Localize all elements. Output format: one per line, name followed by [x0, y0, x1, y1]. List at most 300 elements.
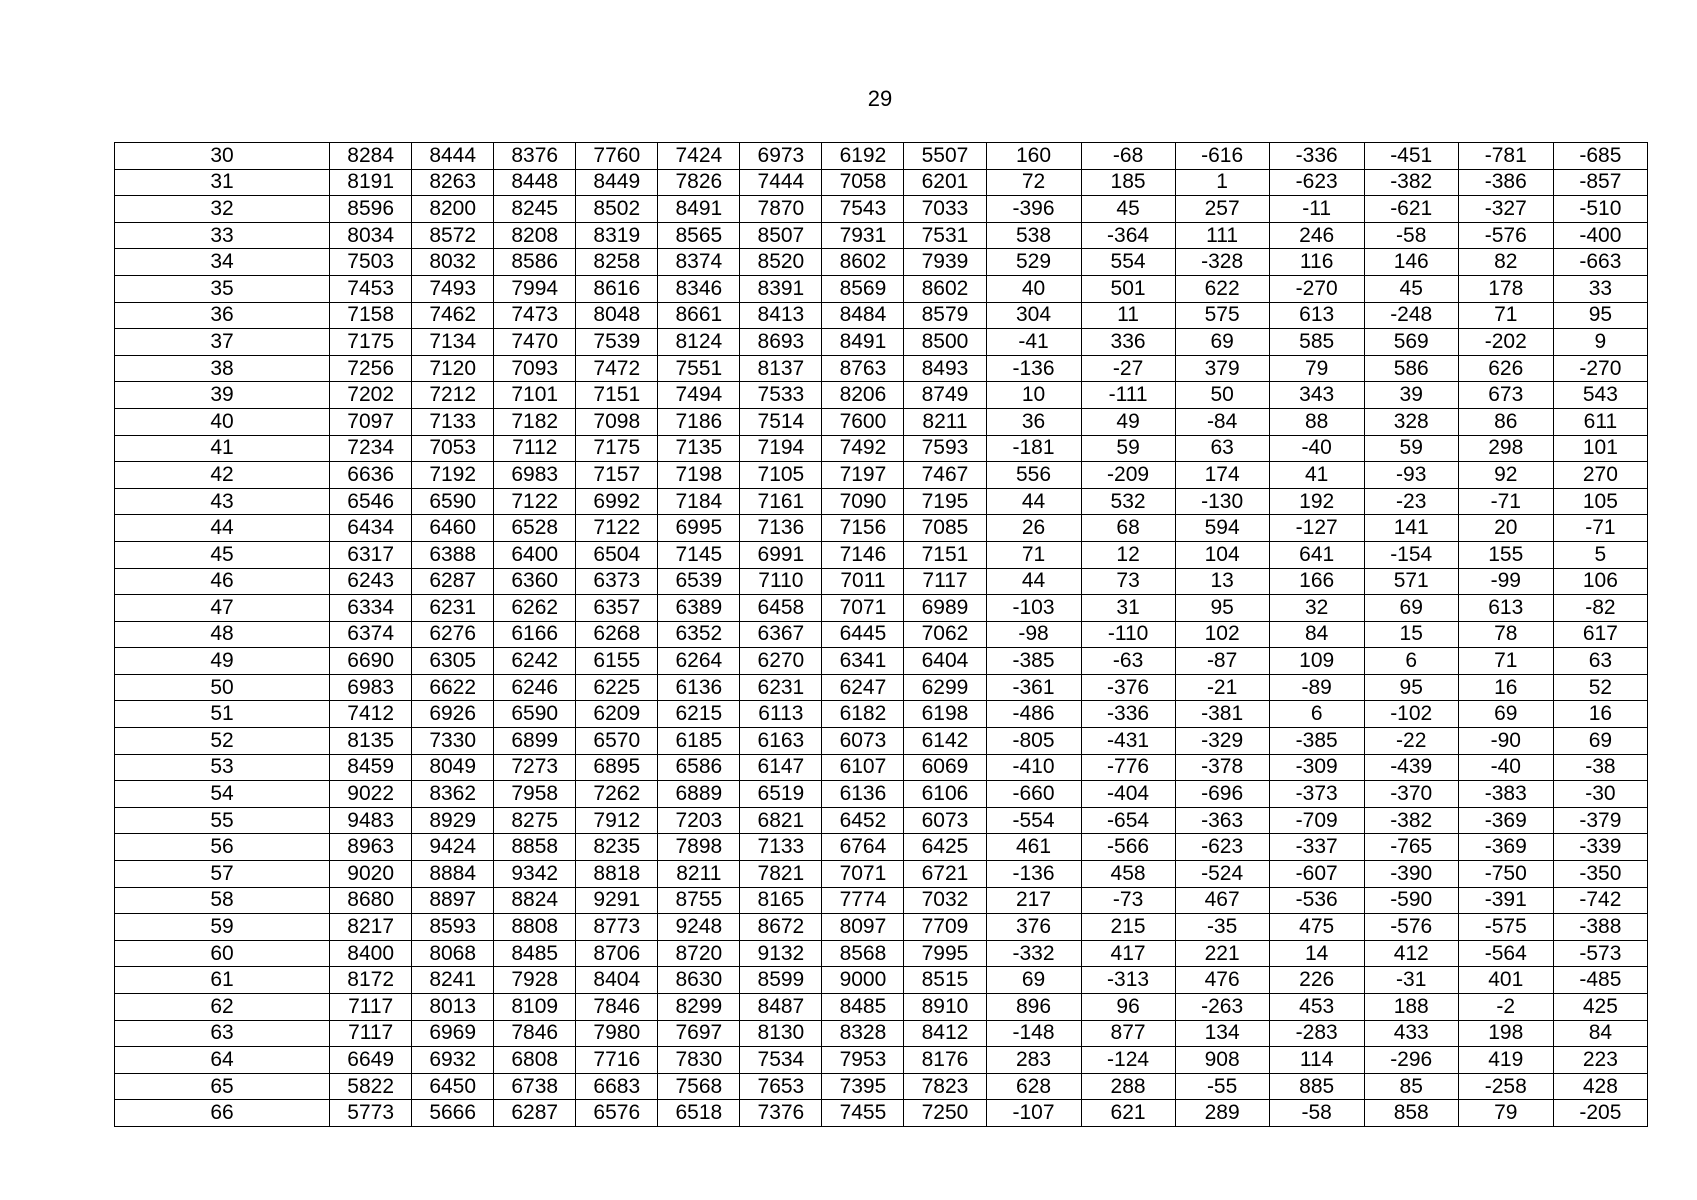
table-row: [115, 462, 1648, 489]
table-cell: 8484: [822, 302, 904, 329]
table-cell: -383: [1458, 781, 1553, 808]
table-cell: 6528: [494, 515, 576, 542]
table-row: [115, 754, 1648, 781]
table-cell: 8124: [658, 329, 740, 356]
table-cell: 8362: [412, 781, 494, 808]
table-cell: 217: [986, 887, 1081, 914]
table-cell: 7157: [576, 462, 658, 489]
table-cell: 7995: [904, 940, 986, 967]
table-cell: -376: [1081, 674, 1175, 701]
table-cell: 8858: [494, 834, 576, 861]
table-cell: -566: [1081, 834, 1175, 861]
table-cell: 8755: [658, 887, 740, 914]
row-index-cell: 51: [115, 701, 330, 728]
table-row: [115, 408, 1648, 435]
table-cell: 101: [1553, 435, 1647, 462]
row-index-cell: 33: [115, 222, 330, 249]
table-cell: 6360: [494, 568, 576, 595]
table-cell: 49: [1081, 408, 1175, 435]
table-cell: 7273: [494, 754, 576, 781]
table-cell: 7234: [330, 435, 412, 462]
table-cell: 20: [1458, 515, 1553, 542]
table-cell: 71: [1458, 302, 1553, 329]
table-cell: 433: [1364, 1020, 1458, 1047]
table-cell: 425: [1553, 994, 1647, 1021]
table-cell: 6458: [740, 595, 822, 622]
table-cell: 7195: [904, 488, 986, 515]
table-cell: 7011: [822, 568, 904, 595]
table-cell: 6136: [822, 781, 904, 808]
table-cell: 6247: [822, 674, 904, 701]
table-cell: 7117: [904, 568, 986, 595]
table-cell: 896: [986, 994, 1081, 1021]
table-cell: -776: [1081, 754, 1175, 781]
table-row: [115, 1020, 1648, 1047]
table-cell: 9483: [330, 807, 412, 834]
table-cell: -336: [1269, 143, 1364, 170]
table-cell: 8808: [494, 914, 576, 941]
table-cell: -22: [1364, 728, 1458, 755]
table-row: [115, 382, 1648, 409]
table-cell: 7151: [904, 541, 986, 568]
table-cell: 556: [986, 462, 1081, 489]
table-cell: -58: [1364, 222, 1458, 249]
table-cell: 626: [1458, 355, 1553, 382]
table-cell: 79: [1269, 355, 1364, 382]
table-cell: 8319: [576, 222, 658, 249]
table-cell: 92: [1458, 462, 1553, 489]
table-row: [115, 595, 1648, 622]
table-cell: -248: [1364, 302, 1458, 329]
table-cell: -385: [986, 648, 1081, 675]
table-cell: -336: [1081, 701, 1175, 728]
row-index-cell: 57: [115, 861, 330, 888]
table-cell: 8208: [494, 222, 576, 249]
table-row: [115, 541, 1648, 568]
row-index-cell: 59: [115, 914, 330, 941]
table-cell: 7503: [330, 249, 412, 276]
table-cell: 33: [1553, 275, 1647, 302]
table-cell: 7182: [494, 408, 576, 435]
table-cell: 8206: [822, 382, 904, 409]
table-cell: 6246: [494, 674, 576, 701]
table-row: [115, 488, 1648, 515]
table-row: [115, 940, 1648, 967]
table-cell: 571: [1364, 568, 1458, 595]
table-cell: 14: [1269, 940, 1364, 967]
table-cell: 641: [1269, 541, 1364, 568]
table-cell: 95: [1175, 595, 1269, 622]
table-cell: -765: [1364, 834, 1458, 861]
row-index-cell: 44: [115, 515, 330, 542]
table-cell: 7931: [822, 222, 904, 249]
row-index-cell: 47: [115, 595, 330, 622]
table-cell: 6518: [658, 1100, 740, 1127]
table-cell: 7256: [330, 355, 412, 382]
table-cell: 304: [986, 302, 1081, 329]
table-cell: -510: [1553, 196, 1647, 223]
table-cell: 453: [1269, 994, 1364, 1021]
table-cell: -205: [1553, 1100, 1647, 1127]
table-cell: 6276: [412, 621, 494, 648]
table-cell: 7494: [658, 382, 740, 409]
table-cell: 8520: [740, 249, 822, 276]
table-body: [115, 143, 1648, 1127]
table-cell: 88: [1269, 408, 1364, 435]
table-cell: -98: [986, 621, 1081, 648]
table-row: [115, 355, 1648, 382]
table-cell: 7593: [904, 435, 986, 462]
table-cell: 8299: [658, 994, 740, 1021]
table-cell: 9424: [412, 834, 494, 861]
table-cell: 45: [1364, 275, 1458, 302]
table-cell: -524: [1175, 861, 1269, 888]
table-cell: 9291: [576, 887, 658, 914]
table-cell: 8200: [412, 196, 494, 223]
table-cell: 39: [1364, 382, 1458, 409]
table-cell: 7093: [494, 355, 576, 382]
table-row: [115, 275, 1648, 302]
table-cell: 586: [1364, 355, 1458, 382]
table-cell: -84: [1175, 408, 1269, 435]
table-cell: 7898: [658, 834, 740, 861]
table-cell: 8374: [658, 249, 740, 276]
table-cell: -857: [1553, 169, 1647, 196]
row-index-cell: 56: [115, 834, 330, 861]
table-cell: 7473: [494, 302, 576, 329]
table-cell: -396: [986, 196, 1081, 223]
table-cell: 36: [986, 408, 1081, 435]
table-cell: 73: [1081, 568, 1175, 595]
table-row: [115, 914, 1648, 941]
table-cell: 8500: [904, 329, 986, 356]
table-cell: 8346: [658, 275, 740, 302]
table-cell: -388: [1553, 914, 1647, 941]
table-cell: 8586: [494, 249, 576, 276]
table-cell: 6504: [576, 541, 658, 568]
table-cell: -781: [1458, 143, 1553, 170]
table-cell: 44: [986, 568, 1081, 595]
table-cell: 8672: [740, 914, 822, 941]
table-cell: 223: [1553, 1047, 1647, 1074]
table-cell: 7032: [904, 887, 986, 914]
table-cell: 8263: [412, 169, 494, 196]
table-cell: 6264: [658, 648, 740, 675]
table-cell: 529: [986, 249, 1081, 276]
table-cell: 7330: [412, 728, 494, 755]
table-cell: 885: [1269, 1073, 1364, 1100]
table-row: [115, 994, 1648, 1021]
table-cell: 8485: [494, 940, 576, 967]
table-cell: 6341: [822, 648, 904, 675]
table-cell: 6738: [494, 1073, 576, 1100]
table-cell: 6225: [576, 674, 658, 701]
table-cell: 7716: [576, 1047, 658, 1074]
row-index-cell: 55: [115, 807, 330, 834]
table-cell: -202: [1458, 329, 1553, 356]
table-cell: 8376: [494, 143, 576, 170]
table-cell: -391: [1458, 887, 1553, 914]
table-cell: 7551: [658, 355, 740, 382]
table-cell: 9000: [822, 967, 904, 994]
table-cell: 8172: [330, 967, 412, 994]
table-cell: 6106: [904, 781, 986, 808]
table-cell: 8284: [330, 143, 412, 170]
table-cell: 68: [1081, 515, 1175, 542]
table-cell: 622: [1175, 275, 1269, 302]
table-cell: -89: [1269, 674, 1364, 701]
table-cell: -390: [1364, 861, 1458, 888]
table-cell: 7175: [330, 329, 412, 356]
table-cell: 7133: [740, 834, 822, 861]
table-cell: 6198: [904, 701, 986, 728]
table-cell: 7376: [740, 1100, 822, 1127]
table-cell: 7912: [576, 807, 658, 834]
table-cell: 9248: [658, 914, 740, 941]
table-cell: 611: [1553, 408, 1647, 435]
table-cell: -369: [1458, 807, 1553, 834]
table-cell: 8602: [822, 249, 904, 276]
table-cell: 476: [1175, 967, 1269, 994]
table-cell: -573: [1553, 940, 1647, 967]
table-cell: -805: [986, 728, 1081, 755]
table-cell: -263: [1175, 994, 1269, 1021]
table-cell: -283: [1269, 1020, 1364, 1047]
table-cell: 6299: [904, 674, 986, 701]
table-cell: 9020: [330, 861, 412, 888]
table-cell: -696: [1175, 781, 1269, 808]
table-cell: 8602: [904, 275, 986, 302]
table-cell: 6926: [412, 701, 494, 728]
table-cell: 8599: [740, 967, 822, 994]
table-cell: 8749: [904, 382, 986, 409]
table-cell: 8763: [822, 355, 904, 382]
table-cell: 8176: [904, 1047, 986, 1074]
table-cell: 858: [1364, 1100, 1458, 1127]
page-number: 29: [867, 86, 893, 111]
table-cell: 1: [1175, 169, 1269, 196]
table-cell: 7444: [740, 169, 822, 196]
table-cell: 8569: [822, 275, 904, 302]
table-cell: 8048: [576, 302, 658, 329]
table-cell: -451: [1364, 143, 1458, 170]
table-cell: -58: [1269, 1100, 1364, 1127]
table-cell: 71: [986, 541, 1081, 568]
table-cell: -332: [986, 940, 1081, 967]
table-cell: 8720: [658, 940, 740, 967]
table-row: [115, 861, 1648, 888]
table-cell: 8818: [576, 861, 658, 888]
table-cell: 6334: [330, 595, 412, 622]
table-cell: -35: [1175, 914, 1269, 941]
table-cell: 9022: [330, 781, 412, 808]
table-cell: 7846: [576, 994, 658, 1021]
table-cell: 8097: [822, 914, 904, 941]
table-cell: 298: [1458, 435, 1553, 462]
table-cell: 8502: [576, 196, 658, 223]
table-cell: 6450: [412, 1073, 494, 1100]
table-cell: 6192: [822, 143, 904, 170]
table-cell: 6073: [904, 807, 986, 834]
table-cell: 8963: [330, 834, 412, 861]
table-cell: -742: [1553, 887, 1647, 914]
table-cell: 6069: [904, 754, 986, 781]
table-cell: 543: [1553, 382, 1647, 409]
row-index-cell: 58: [115, 887, 330, 914]
table-cell: 613: [1269, 302, 1364, 329]
table-cell: 8328: [822, 1020, 904, 1047]
table-cell: 7058: [822, 169, 904, 196]
table-cell: 198: [1458, 1020, 1553, 1047]
row-index-cell: 37: [115, 329, 330, 356]
table-cell: 8275: [494, 807, 576, 834]
table-cell: 6305: [412, 648, 494, 675]
table-cell: 8485: [822, 994, 904, 1021]
table-cell: 8049: [412, 754, 494, 781]
table-cell: 6357: [576, 595, 658, 622]
table-cell: 8444: [412, 143, 494, 170]
table-row: [115, 568, 1648, 595]
table-cell: 6209: [576, 701, 658, 728]
table-row: [115, 302, 1648, 329]
table-cell: 84: [1269, 621, 1364, 648]
table-cell: 5822: [330, 1073, 412, 1100]
table-cell: 6590: [494, 701, 576, 728]
table-cell: 8137: [740, 355, 822, 382]
table-cell: 328: [1364, 408, 1458, 435]
table-cell: 114: [1269, 1047, 1364, 1074]
table-cell: 6113: [740, 701, 822, 728]
table-cell: 8459: [330, 754, 412, 781]
table-cell: 7203: [658, 807, 740, 834]
table-cell: 6367: [740, 621, 822, 648]
table-cell: -485: [1553, 967, 1647, 994]
table-cell: 78: [1458, 621, 1553, 648]
table-row: [115, 621, 1648, 648]
table-cell: -554: [986, 807, 1081, 834]
table-cell: 8824: [494, 887, 576, 914]
table-cell: 8400: [330, 940, 412, 967]
table-cell: 104: [1175, 541, 1269, 568]
table-cell: 10: [986, 382, 1081, 409]
table-cell: 376: [986, 914, 1081, 941]
table-cell: -439: [1364, 754, 1458, 781]
table-cell: -30: [1553, 781, 1647, 808]
table-row: [115, 807, 1648, 834]
table-cell: 111: [1175, 222, 1269, 249]
table-cell: 7493: [412, 275, 494, 302]
table-cell: -209: [1081, 462, 1175, 489]
table-cell: -102: [1364, 701, 1458, 728]
table-cell: -110: [1081, 621, 1175, 648]
row-index-cell: 30: [115, 143, 330, 170]
table-cell: 6182: [822, 701, 904, 728]
table-cell: 343: [1269, 382, 1364, 409]
table-cell: -90: [1458, 728, 1553, 755]
table-cell: 7117: [330, 1020, 412, 1047]
table-cell: 6683: [576, 1073, 658, 1100]
table-cell: 6973: [740, 143, 822, 170]
table-cell: 69: [1553, 728, 1647, 755]
table-cell: 6636: [330, 462, 412, 489]
table-cell: 102: [1175, 621, 1269, 648]
table-cell: 257: [1175, 196, 1269, 223]
table-cell: -379: [1553, 807, 1647, 834]
table-cell: 166: [1269, 568, 1364, 595]
table-cell: 6287: [412, 568, 494, 595]
table-cell: 6895: [576, 754, 658, 781]
table-cell: 8245: [494, 196, 576, 223]
table-cell: 5507: [904, 143, 986, 170]
table-row: [115, 728, 1648, 755]
table-cell: -328: [1175, 249, 1269, 276]
table-cell: -623: [1175, 834, 1269, 861]
table-cell: 7980: [576, 1020, 658, 1047]
table-cell: -63: [1081, 648, 1175, 675]
table-cell: 8013: [412, 994, 494, 1021]
table-cell: 6992: [576, 488, 658, 515]
table-cell: 8572: [412, 222, 494, 249]
table-cell: 7568: [658, 1073, 740, 1100]
row-index-cell: 32: [115, 196, 330, 223]
table-cell: 8235: [576, 834, 658, 861]
table-cell: 8241: [412, 967, 494, 994]
table-cell: 50: [1175, 382, 1269, 409]
table-cell: 8211: [658, 861, 740, 888]
table-cell: -576: [1364, 914, 1458, 941]
table-cell: 6546: [330, 488, 412, 515]
table-cell: -616: [1175, 143, 1269, 170]
table-cell: -364: [1081, 222, 1175, 249]
table-cell: 6995: [658, 515, 740, 542]
table-cell: 79: [1458, 1100, 1553, 1127]
table-cell: 7122: [576, 515, 658, 542]
table-cell: 71: [1458, 648, 1553, 675]
table-cell: 7151: [576, 382, 658, 409]
row-index-cell: 40: [115, 408, 330, 435]
table-cell: 8412: [904, 1020, 986, 1047]
table-cell: 908: [1175, 1047, 1269, 1074]
row-index-cell: 31: [115, 169, 330, 196]
table-cell: 8068: [412, 940, 494, 967]
table-cell: -11: [1269, 196, 1364, 223]
table-cell: 8191: [330, 169, 412, 196]
table-cell: 6445: [822, 621, 904, 648]
table-row: [115, 887, 1648, 914]
row-index-cell: 61: [115, 967, 330, 994]
table-cell: 8130: [740, 1020, 822, 1047]
table-cell: 7958: [494, 781, 576, 808]
table-cell: 6374: [330, 621, 412, 648]
table-cell: 7774: [822, 887, 904, 914]
table-cell: 289: [1175, 1100, 1269, 1127]
table-cell: 5: [1553, 541, 1647, 568]
table-cell: 7653: [740, 1073, 822, 1100]
table-cell: 6231: [740, 674, 822, 701]
table-cell: 5773: [330, 1100, 412, 1127]
table-cell: -136: [986, 355, 1081, 382]
table-cell: 6425: [904, 834, 986, 861]
table-cell: -709: [1269, 807, 1364, 834]
table-cell: 6166: [494, 621, 576, 648]
row-index-cell: 66: [115, 1100, 330, 1127]
table-cell: -130: [1175, 488, 1269, 515]
table-cell: -73: [1081, 887, 1175, 914]
table-cell: 7262: [576, 781, 658, 808]
table-cell: 7085: [904, 515, 986, 542]
table-row: [115, 435, 1648, 462]
table-cell: -536: [1269, 887, 1364, 914]
